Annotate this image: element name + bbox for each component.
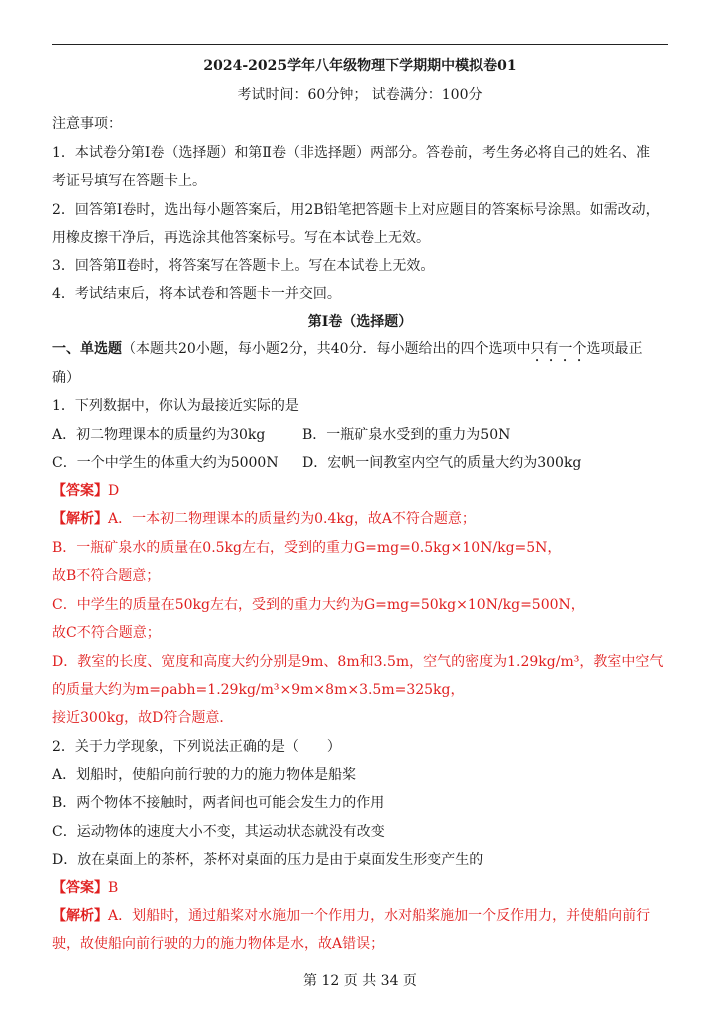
q1-answer-value: D [108, 483, 120, 499]
section-label: 一、单选题 [52, 341, 122, 357]
q2-answer-tag: 【答案】 [52, 880, 108, 896]
q2-analysis-a-text: A．划船时，通过船桨对水施加一个作用力，水对船桨施加一个反作用力，并使船向前行 [108, 908, 651, 924]
q1-option-c: C．一个中学生的体重大约为5000N [52, 455, 279, 471]
exam-meta: 考试时间：60分钟； 试卷满分：100分 [237, 87, 483, 103]
q1-analysis-d-line-2: 的质量大约为m=ρabh=1.29kg/m³×9m×8m×3.5m=325kg， [52, 682, 465, 698]
section-desc-emphasis: 只有一个 [530, 341, 587, 357]
section-desc-pre: （本题共20小题，每小题2分，共40分．每小题给出的四个选项中 [122, 341, 531, 357]
q2-stem: 2．关于力学现象，下列说法正确的是（ ） [52, 739, 341, 755]
q1-analysis-b-line-2: 故B不符合题意； [52, 568, 161, 584]
q1-options-row-1 [52, 426, 672, 444]
q2-analysis-a-line-2: 驶，故使船向前行驶的力的施力物体是水，故A错误； [52, 936, 385, 952]
notes-heading: 注意事项： [52, 116, 122, 132]
note-1-line-2: 考证号填写在答题卡上。 [52, 173, 206, 189]
note-1-line-1: 1．本试卷分第Ⅰ卷（选择题）和第Ⅱ卷（非选择题）两部分。答卷前，考生务必将自己的姓名、准 [52, 145, 650, 161]
header-rule [52, 44, 668, 45]
q2-option-b: B．两个物体不接触时，两者间也可能会发生力的作用 [52, 795, 385, 811]
q2-option-d: D．放在桌面上的茶杯，茶杯对桌面的压力是由于桌面发生形变产生的 [52, 852, 484, 868]
q1-analysis-c-line-1: C．中学生的质量在50kg左右，受到的重力大约为G=mg=50kg×10N/kg=500N， [52, 597, 585, 613]
q2-option-c: C．运动物体的速度大小不变，其运动状态就没有改变 [52, 824, 385, 840]
q1-analysis-d-line-3: 接近300kg，故D符合题意． [52, 710, 234, 726]
q1-answer-tag: 【答案】 [52, 483, 108, 499]
q1-analysis-c-line-2: 故C不符合题意； [52, 625, 161, 641]
section-title: 第Ⅰ卷（选择题） [307, 314, 413, 330]
exam-title: 2024-2025学年八年级物理下学期期中模拟卷01 [203, 58, 517, 74]
q1-analysis-a [52, 510, 672, 528]
q1-analysis-b-line-1: B．一瓶矿泉水的质量在0.5kg左右，受到的重力G=mg=0.5kg×10N/kg=5N， [52, 540, 562, 556]
page-footer: 第 12 页 共 34 页 [303, 973, 417, 989]
note-2-line-1: 2．回答第Ⅰ卷时，选出每小题答案后，用2B铅笔把答题卡上对应题目的答案标号涂黑。如需改动， [52, 202, 660, 218]
note-3: 3．回答第Ⅱ卷时，将答案写在答题卡上。写在本试卷上无效。 [52, 258, 435, 274]
q1-option-a: A．初二物理课本的质量约为30kg [52, 427, 266, 443]
q2-analysis-a-line-1 [52, 907, 672, 925]
q1-analysis-a-text: A．一本初二物理课本的质量约为0.4kg，故A不符合题意； [108, 511, 476, 527]
q1-analysis-tag: 【解析】 [52, 511, 108, 527]
q1-answer [52, 482, 672, 500]
q2-option-a: A．划船时，使船向前行驶的力的施力物体是船桨 [52, 767, 357, 783]
q2-answer-value: B [108, 880, 119, 896]
note-2-line-2: 用橡皮擦干净后，再选涂其他答案标号。写在本试卷上无效。 [52, 230, 430, 246]
section-description-line-2: 确） [52, 370, 80, 386]
section-desc-post: 选项最正 [586, 341, 643, 357]
q1-analysis-d-line-1: D．教室的长度、宽度和高度大约分别是9m、8m和3.5m，空气的密度为1.29kg/m³，教室中空气 [52, 654, 664, 670]
q1-option-b: B．一瓶矿泉水受到的重力为50N [302, 427, 511, 443]
q1-option-d: D．宏帆一间教室内空气的质量大约为300kg [302, 455, 582, 471]
q2-answer [52, 879, 672, 897]
note-4: 4．考试结束后，将本试卷和答题卡一并交回。 [52, 286, 341, 302]
section-description [52, 340, 672, 365]
q2-analysis-tag: 【解析】 [52, 908, 108, 924]
q1-stem: 1．下列数据中，你认为最接近实际的是 [52, 398, 299, 414]
q1-options-row-2 [52, 454, 672, 472]
